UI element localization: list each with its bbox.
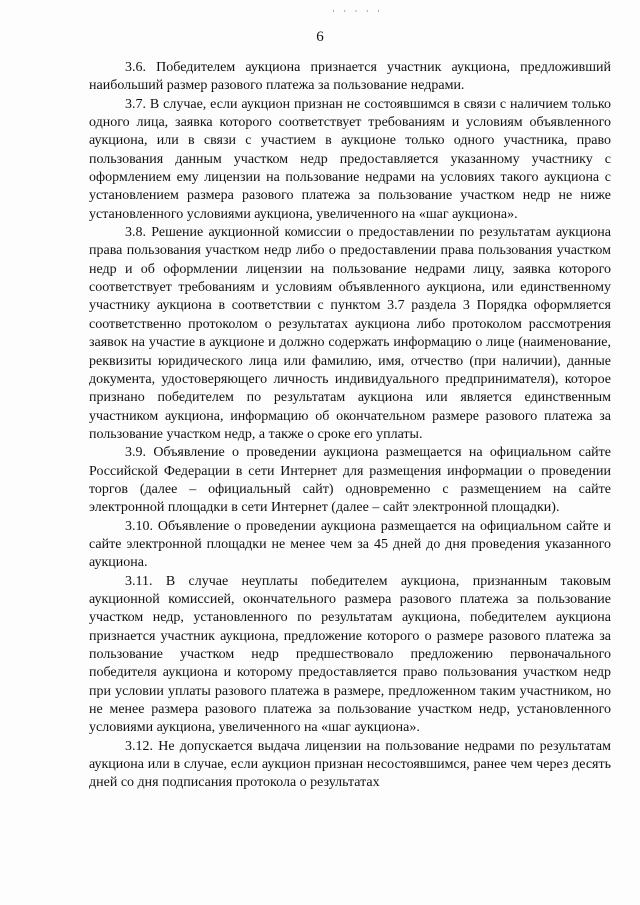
paragraph-3-11: 3.11. В случае неуплаты победителем аукциона, признанным таковым аукционной комиссией, окончательного размера разового платежа за пользование участком недр, установленного по результатам аукциона, победителем аукциона признается участник аукциона, предложение которого о размере разового платежа за пользование участком недр предшествовало предложению первоначального победителя аукциона и которому предоставляется право пользования участком недр при условии уплаты разового платежа в размере, предложенном таким участником, но не менее размера разового платежа за пользование участком недр, установленного условиями аукциона, увеличенного на «шаг аукциона». [89,573,611,736]
paragraph-3-10: 3.10. Объявление о проведении аукциона размещается на официальном сайте и сайте электронной площадки не менее чем за 45 дней до дня проведения указанного аукциона. [89,518,611,571]
scan-mark: · · · · · [332,6,383,16]
document-body [89,59,611,793]
paragraph-3-9: 3.9. Объявление о проведении аукциона размещается на официальном сайте Российской Федерации в сети Интернет для размещения информации о проведении торгов (далее – официальный сайт) одновременно с размещением на сайте электронной площадки в сети Интернет (далее – сайт электронной площадки). [89,445,611,516]
paragraph-3-8: 3.8. Решение аукционной комиссии о предоставлении по результатам аукциона права пользования участком недр либо о предоставлении права пользования участком недр и об оформлении лицензии на пользование недрами лицу, заявка которого соответствует требованиям и условиям объявленного аукциона, или единственному участнику аукциона в соответствии с пунктом 3.7 раздела 3 Порядка оформляется соответственно протоколом о результатах аукциона либо протоколом рассмотрения заявок на участие в аукционе и должно содержать информацию о лице (наименование, реквизиты юридического лица или фамилию, имя, отчество (при наличии), данные документа, удостоверяющего личность индивидуального предпринимателя), которое признано победителем по результатам аукциона или является единственным участником аукциона, информацию об окончательном размере разового платежа за пользование участком недр, а также о сроке его уплаты. [89,225,611,442]
paragraph-3-7: 3.7. В случае, если аукцион признан не состоявшимся в связи с наличием только одного лица, заявка которого соответствует требованиям и условиям объявленного аукциона, или в связи с участием в аукционе только одного участника, право пользования данным участком недр предоставляется указанному участнику с оформлением ему лицензии на пользование недрами на условиях такого аукциона с установлением размера разового платежа за пользование участком недр не ниже установленного условиями аукциона, увеличенного на «шаг аукциона». [89,96,611,222]
paragraph-3-12: 3.12. Не допускается выдача лицензии на пользование недрами по результатам аукциона или в случае, если аукцион признан несостоявшимся, ранее чем через десять дней со дня подписания протокола о результатах [89,738,611,791]
paragraph-3-6: 3.6. Победителем аукциона признается участник аукциона, предложивший наибольший размер разового платежа за пользование недрами. [89,60,611,94]
page-number: 6 [316,29,324,45]
